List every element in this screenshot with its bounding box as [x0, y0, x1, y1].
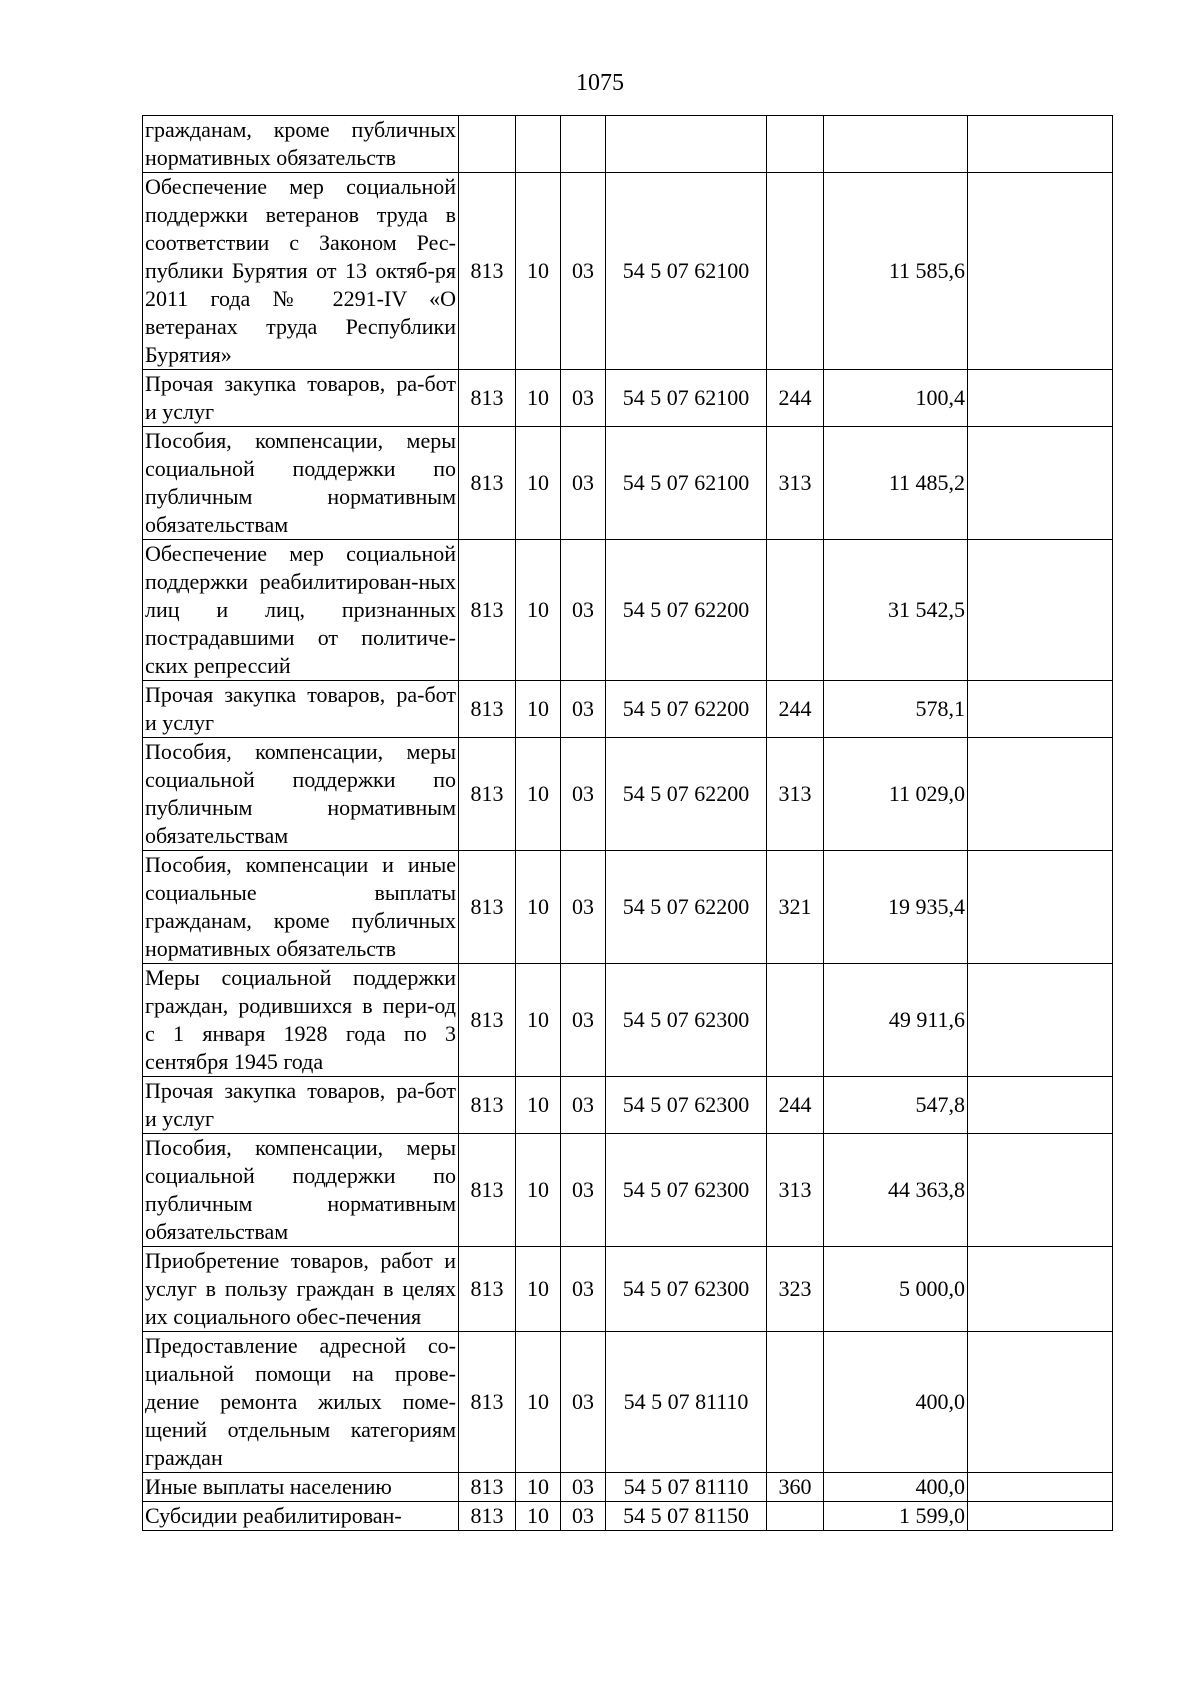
row-admin-code-cell: 813 — [459, 681, 516, 738]
row-expense-type-cell: 313 — [767, 738, 824, 851]
row-target-article-cell: 54 5 07 62100 — [606, 173, 767, 370]
row-extra-cell — [968, 1247, 1113, 1332]
row-amount-cell: 400,0 — [824, 1332, 968, 1473]
row-expense-type-cell: 244 — [767, 370, 824, 427]
row-admin-code-cell: 813 — [459, 370, 516, 427]
row-name-cell: Прочая закупка товаров, ра-бот и услуг — [143, 681, 459, 738]
table-row — [143, 427, 1113, 540]
row-section-cell: 10 — [516, 1502, 561, 1531]
row-amount-cell: 11 029,0 — [824, 738, 968, 851]
row-target-article-cell: 54 5 07 62300 — [606, 1134, 767, 1247]
row-admin-code-cell: 813 — [459, 964, 516, 1077]
row-target-article-cell: 54 5 07 62300 — [606, 1077, 767, 1134]
table-row — [143, 1332, 1113, 1473]
table-row — [143, 964, 1113, 1077]
row-admin-code-cell: 813 — [459, 1502, 516, 1531]
row-subsection-cell: 03 — [561, 1332, 606, 1473]
row-extra-cell — [968, 1077, 1113, 1134]
row-expense-type-cell: 313 — [767, 1134, 824, 1247]
row-section-cell: 10 — [516, 851, 561, 964]
row-target-article-cell: 54 5 07 62200 — [606, 851, 767, 964]
row-subsection-cell: 03 — [561, 738, 606, 851]
table-row — [143, 1502, 1113, 1531]
row-extra-cell — [968, 1332, 1113, 1473]
row-target-article-cell: 54 5 07 62200 — [606, 738, 767, 851]
row-amount-cell: 11 585,6 — [824, 173, 968, 370]
table-row — [143, 116, 1113, 173]
row-target-article-cell: 54 5 07 81110 — [606, 1332, 767, 1473]
row-amount-cell: 1 599,0 — [824, 1502, 968, 1531]
row-extra-cell — [968, 1473, 1113, 1502]
table-row — [143, 681, 1113, 738]
row-admin-code-cell — [459, 116, 516, 173]
row-extra-cell — [968, 427, 1113, 540]
row-admin-code-cell: 813 — [459, 738, 516, 851]
row-target-article-cell: 54 5 07 81110 — [606, 1473, 767, 1502]
row-expense-type-cell — [767, 116, 824, 173]
row-extra-cell — [968, 540, 1113, 681]
row-target-article-cell: 54 5 07 62200 — [606, 681, 767, 738]
row-expense-type-cell: 244 — [767, 681, 824, 738]
row-section-cell: 10 — [516, 427, 561, 540]
row-subsection-cell: 03 — [561, 1247, 606, 1332]
row-extra-cell — [968, 173, 1113, 370]
row-expense-type-cell: 323 — [767, 1247, 824, 1332]
row-expense-type-cell: 244 — [767, 1077, 824, 1134]
row-target-article-cell: 54 5 07 62200 — [606, 540, 767, 681]
row-amount-cell: 19 935,4 — [824, 851, 968, 964]
row-target-article-cell: 54 5 07 62300 — [606, 1247, 767, 1332]
row-amount-cell: 11 485,2 — [824, 427, 968, 540]
row-admin-code-cell: 813 — [459, 427, 516, 540]
row-expense-type-cell: 321 — [767, 851, 824, 964]
row-amount-cell: 578,1 — [824, 681, 968, 738]
row-amount-cell: 49 911,6 — [824, 964, 968, 1077]
row-name-cell: Обеспечение мер социальной поддержки реабилитирован-ных лиц и лиц, признанных пострадавшими от политиче-ских репрессий — [143, 540, 459, 681]
row-target-article-cell: 54 5 07 62100 — [606, 427, 767, 540]
row-expense-type-cell — [767, 1332, 824, 1473]
row-admin-code-cell: 813 — [459, 1473, 516, 1502]
row-section-cell: 10 — [516, 1473, 561, 1502]
row-target-article-cell — [606, 116, 767, 173]
row-section-cell: 10 — [516, 1332, 561, 1473]
row-extra-cell — [968, 1502, 1113, 1531]
row-admin-code-cell: 813 — [459, 540, 516, 681]
row-subsection-cell: 03 — [561, 1077, 606, 1134]
row-amount-cell — [824, 116, 968, 173]
row-expense-type-cell — [767, 964, 824, 1077]
row-expense-type-cell — [767, 173, 824, 370]
row-name-cell: Приобретение товаров, работ и услуг в пользу граждан в целях их социального обес-печения — [143, 1247, 459, 1332]
row-section-cell: 10 — [516, 738, 561, 851]
row-admin-code-cell: 813 — [459, 1332, 516, 1473]
row-subsection-cell: 03 — [561, 964, 606, 1077]
table-row — [143, 540, 1113, 681]
table-row — [143, 738, 1113, 851]
row-admin-code-cell: 813 — [459, 1247, 516, 1332]
row-extra-cell — [968, 964, 1113, 1077]
row-admin-code-cell: 813 — [459, 173, 516, 370]
row-extra-cell — [968, 738, 1113, 851]
row-amount-cell: 44 363,8 — [824, 1134, 968, 1247]
row-expense-type-cell — [767, 1502, 824, 1531]
page-number: 1075 — [576, 70, 624, 96]
row-admin-code-cell: 813 — [459, 1134, 516, 1247]
row-extra-cell — [968, 681, 1113, 738]
row-expense-type-cell — [767, 540, 824, 681]
row-expense-type-cell: 313 — [767, 427, 824, 540]
table-row — [143, 1134, 1113, 1247]
row-name-cell: Меры социальной поддержки граждан, родившихся в пери-од с 1 января 1928 года по 3 сентября 1945 года — [143, 964, 459, 1077]
row-subsection-cell: 03 — [561, 540, 606, 681]
row-name-cell: Пособия, компенсации, меры социальной поддержки по публичным нормативным обязательствам — [143, 1134, 459, 1247]
row-name-cell: гражданам, кроме публичных нормативных обязательств — [143, 116, 459, 173]
row-section-cell: 10 — [516, 1134, 561, 1247]
table-row — [143, 1247, 1113, 1332]
row-name-cell: Пособия, компенсации, меры социальной поддержки по публичным нормативным обязательствам — [143, 427, 459, 540]
row-subsection-cell: 03 — [561, 851, 606, 964]
row-amount-cell: 100,4 — [824, 370, 968, 427]
row-extra-cell — [968, 851, 1113, 964]
row-subsection-cell: 03 — [561, 1502, 606, 1531]
row-extra-cell — [968, 1134, 1113, 1247]
row-name-cell: Пособия, компенсации и иные социальные выплаты гражданам, кроме публичных нормативных обязательств — [143, 851, 459, 964]
table-row — [143, 370, 1113, 427]
row-subsection-cell: 03 — [561, 1473, 606, 1502]
row-name-cell: Прочая закупка товаров, ра-бот и услуг — [143, 1077, 459, 1134]
row-name-cell: Иные выплаты населению — [143, 1473, 459, 1502]
row-subsection-cell: 03 — [561, 370, 606, 427]
row-amount-cell: 547,8 — [824, 1077, 968, 1134]
row-name-cell: Предоставление адресной со-циальной помощи на прове-дение ремонта жилых поме-щений отдельным категориям граждан — [143, 1332, 459, 1473]
row-subsection-cell: 03 — [561, 173, 606, 370]
row-target-article-cell: 54 5 07 81150 — [606, 1502, 767, 1531]
budget-table — [142, 115, 1113, 1531]
table-row — [143, 851, 1113, 964]
row-amount-cell: 31 542,5 — [824, 540, 968, 681]
budget-table-body — [143, 116, 1113, 1531]
row-expense-type-cell: 360 — [767, 1473, 824, 1502]
table-row — [143, 1473, 1113, 1502]
row-amount-cell: 400,0 — [824, 1473, 968, 1502]
row-section-cell: 10 — [516, 370, 561, 427]
row-name-cell: Обеспечение мер социальной поддержки ветеранов труда в соответствии с Законом Рес-публики Бурятия от 13 октяб-ря 2011 года № 2291-IV «О ветеранах труда Республики Бурятия» — [143, 173, 459, 370]
row-section-cell: 10 — [516, 681, 561, 738]
row-admin-code-cell: 813 — [459, 851, 516, 964]
row-section-cell — [516, 116, 561, 173]
row-name-cell: Пособия, компенсации, меры социальной поддержки по публичным нормативным обязательствам — [143, 738, 459, 851]
row-extra-cell — [968, 370, 1113, 427]
row-extra-cell — [968, 116, 1113, 173]
row-admin-code-cell: 813 — [459, 1077, 516, 1134]
row-subsection-cell: 03 — [561, 427, 606, 540]
row-section-cell: 10 — [516, 1077, 561, 1134]
row-target-article-cell: 54 5 07 62300 — [606, 964, 767, 1077]
row-section-cell: 10 — [516, 173, 561, 370]
row-amount-cell: 5 000,0 — [824, 1247, 968, 1332]
row-section-cell: 10 — [516, 1247, 561, 1332]
row-subsection-cell: 03 — [561, 681, 606, 738]
row-section-cell: 10 — [516, 540, 561, 681]
row-section-cell: 10 — [516, 964, 561, 1077]
row-target-article-cell: 54 5 07 62100 — [606, 370, 767, 427]
row-subsection-cell: 03 — [561, 1134, 606, 1247]
table-row — [143, 173, 1113, 370]
row-name-cell: Прочая закупка товаров, ра-бот и услуг — [143, 370, 459, 427]
row-name-cell: Субсидии реабилитирован- — [143, 1502, 459, 1531]
table-row — [143, 1077, 1113, 1134]
row-subsection-cell — [561, 116, 606, 173]
